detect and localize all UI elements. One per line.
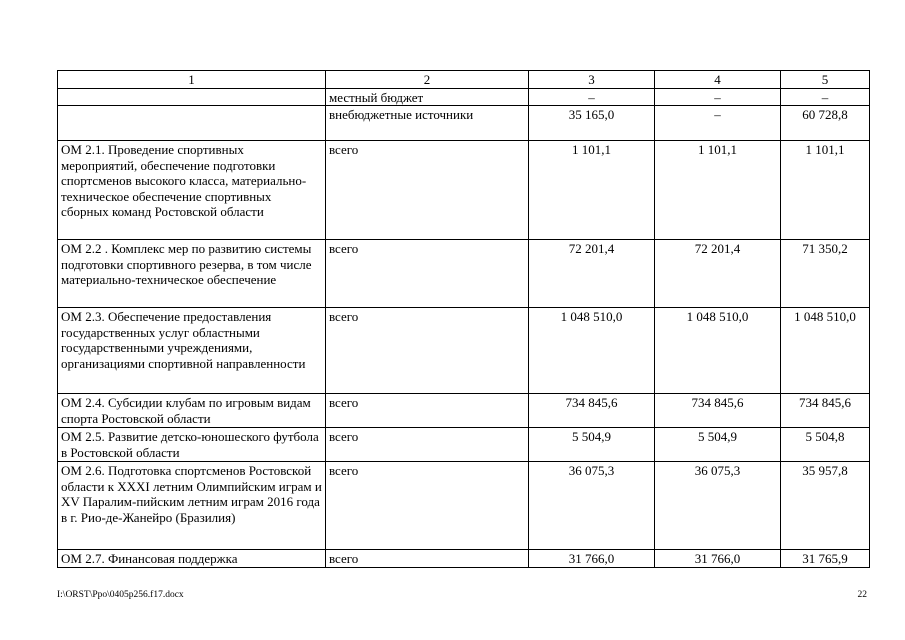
table-row [58, 308, 870, 394]
value-cell-4: 734 845,6 [655, 394, 781, 428]
value-cell-3: – [529, 88, 655, 106]
value-cell-5: 71 350,2 [781, 240, 870, 308]
footer-file-path: I:\ORST\Ppo\0405p256.f17.docx [57, 590, 184, 600]
value-cell-3: 5 504,9 [529, 428, 655, 462]
value-cell-5: 1 101,1 [781, 141, 870, 240]
value-cell-5: 60 728,8 [781, 106, 870, 141]
source-cell: местный бюджет [326, 88, 529, 106]
table-row [58, 462, 870, 550]
measure-cell: ОМ 2.4. Субсидии клубам по игровым видам спорта Ростовской области [58, 394, 326, 428]
source-cell: всего [326, 141, 529, 240]
value-cell-3: 36 075,3 [529, 462, 655, 550]
header-cell-3: 3 [529, 71, 655, 89]
footer-page-number: 22 [857, 590, 867, 600]
source-cell: всего [326, 550, 529, 568]
value-cell-5: 5 504,8 [781, 428, 870, 462]
value-cell-4: 31 766,0 [655, 550, 781, 568]
value-cell-5: 1 048 510,0 [781, 308, 870, 394]
value-cell-3: 35 165,0 [529, 106, 655, 141]
table-row [58, 240, 870, 308]
value-cell-5: 31 765,9 [781, 550, 870, 568]
table-row [58, 88, 870, 106]
source-cell: всего [326, 394, 529, 428]
measure-cell: ОМ 2.6. Подготовка спортсменов Ростовской области к XXXI летним Олимпийским играм и XV Паралим-пийским летним играм 2016 года в г. Рио-де-Жанейро (Бразилия) [58, 462, 326, 550]
value-cell-4: 5 504,9 [655, 428, 781, 462]
source-cell: всего [326, 240, 529, 308]
header-cell-5: 5 [781, 71, 870, 89]
header-cell-4: 4 [655, 71, 781, 89]
header-cell-2: 2 [326, 71, 529, 89]
measure-cell [58, 88, 326, 106]
value-cell-4: 36 075,3 [655, 462, 781, 550]
value-cell-5: 734 845,6 [781, 394, 870, 428]
measure-cell: ОМ 2.2 . Комплекс мер по развитию системы подготовки спортивного резерва, в том числе материально-техническое обеспечение [58, 240, 326, 308]
table-row [58, 106, 870, 141]
value-cell-4: 1 048 510,0 [655, 308, 781, 394]
value-cell-5: 35 957,8 [781, 462, 870, 550]
value-cell-4: – [655, 106, 781, 141]
source-cell: всего [326, 462, 529, 550]
value-cell-4: 1 101,1 [655, 141, 781, 240]
measure-cell: ОМ 2.7. Финансовая поддержка [58, 550, 326, 568]
measure-cell: ОМ 2.1. Проведение спортивных мероприятий, обеспечение подготовки спортсменов высокого класса, материально-техническое обеспечение спортивных сборных команд Ростовской области [58, 141, 326, 240]
measure-cell: ОМ 2.3. Обеспечение предоставления государственных услуг областными государственными учреждениями, организациями спортивной направленности [58, 308, 326, 394]
source-cell: внебюджетные источники [326, 106, 529, 141]
value-cell-4: – [655, 88, 781, 106]
header-cell-1: 1 [58, 71, 326, 89]
measure-cell [58, 106, 326, 141]
value-cell-3: 31 766,0 [529, 550, 655, 568]
measure-cell: ОМ 2.5. Развитие детско-юношеского футбола в Ростовской области [58, 428, 326, 462]
header-row [58, 71, 870, 89]
value-cell-5: – [781, 88, 870, 106]
source-cell: всего [326, 308, 529, 394]
value-cell-3: 1 101,1 [529, 141, 655, 240]
budget-table [57, 70, 870, 568]
table-row [58, 141, 870, 240]
table-row [58, 394, 870, 428]
value-cell-3: 72 201,4 [529, 240, 655, 308]
value-cell-4: 72 201,4 [655, 240, 781, 308]
table-row [58, 550, 870, 568]
source-cell: всего [326, 428, 529, 462]
value-cell-3: 734 845,6 [529, 394, 655, 428]
value-cell-3: 1 048 510,0 [529, 308, 655, 394]
table-row [58, 428, 870, 462]
